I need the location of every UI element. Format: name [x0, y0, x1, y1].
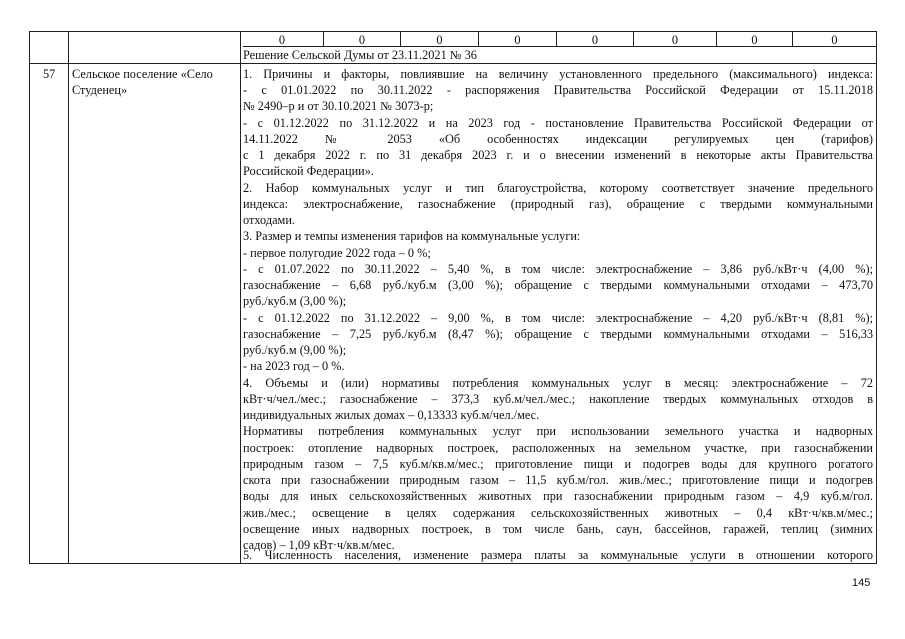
text-line: - первое полугодие 2022 года – 0 %; [243, 246, 431, 260]
text-line: построек: отопление надворных построек, расположенных на земельном участке, при газоснабжении [243, 441, 873, 455]
text-line: индекса: электроснабжение, газоснабжение (природный газ), обращение с твердыми коммунальными [243, 197, 873, 211]
text-line: воды для иных сельскохозяйственных животных при газоснабжении природным газом – 4,9 куб.м/гол. [243, 489, 873, 503]
text-line: газоснабжение – 7,25 руб./куб.м (8,47 %); обращение с твердыми коммунальными отходами – 516,33 [243, 327, 873, 341]
text-line: садов) – 1,09 кВт·ч/кв.м/мес. [243, 538, 395, 552]
text-line: руб./куб.м (3,00 %); [243, 294, 347, 308]
row-number: 57 [43, 67, 56, 81]
text-line: Российской Федерации». [243, 164, 374, 178]
zero-cell: 0 [436, 33, 443, 47]
text-line: - с 01.07.2022 по 30.11.2022 – 5,40 %, в том числе: электроснабжение – 3,86 руб./кВт·ч (4,00 %); [243, 262, 873, 276]
table-top-border [29, 31, 877, 32]
zero-cell: 0 [278, 33, 286, 47]
text-line: 4. Объемы и (или) нормативы потребления коммунальных услуг в месяц: электроснабжение – 72 [243, 376, 873, 390]
text-line: газоснабжение – 6,68 руб./куб.м (3,00 %); обращение с твердыми коммунальными отходами – 473,70 [243, 278, 873, 292]
column-border-number [68, 31, 69, 564]
text-line: Нормативы потребления коммунальных услуг при использовании земельного участка и надворных [243, 424, 873, 438]
column-border-settlement [240, 31, 241, 564]
text-line: жив./мес.; освещение в целях содержания сельскохозяйственных животных – 0,4 кВт·ч/кв.м/мес.; [243, 506, 873, 520]
zero-cell: 0 [751, 33, 758, 47]
text-line: - с 01.01.2022 по 30.11.2022 - распоряжения Правительства Российской Федерации от 15.11.2018 [243, 83, 873, 97]
text-line: освещение иных надворных построек, в том числе бань, саун, бассейнов, гаражей, теплиц (зимних [243, 522, 873, 536]
text-line: - на 2023 год – 0 %. [243, 359, 345, 373]
zero-cell: 0 [591, 33, 599, 47]
text-line: скота при газоснабжении природным газом – 11,5 куб.м/гол. жив./мес.; приготовление пищи и подогрев [243, 473, 873, 487]
zero-cell: 0 [671, 33, 679, 47]
text-line: отходами. [243, 213, 295, 227]
text-line: 14.11.2022 № 2053 «Об особенностях индексации регулируемых цен (тарифов) [243, 132, 873, 146]
settlement-name-line: Сельское поселение «Село [72, 67, 213, 81]
decision-reference: Решение Сельской Думы от 23.11.2021 № 36 [243, 48, 477, 62]
text-line: 5. Численность населения, изменение размера платы за коммунальные услуги в отношении которого [243, 548, 873, 562]
text-line: № 2490–р и от 30.10.2021 № 3073-р; [243, 99, 434, 113]
zero-cell: 0 [831, 33, 838, 47]
column-border-left [29, 31, 30, 564]
text-line: природным газом – 7,5 куб.м/кв.м/мес.; приготовление пищи и подогрев воды для крупного рогатого [243, 457, 873, 471]
page-number: 145 [852, 577, 871, 589]
text-line: руб./куб.м (9,00 %); [243, 343, 347, 357]
text-line: индивидуальных жилых домах – 0,13333 куб.м/чел./мес. [243, 408, 540, 422]
zero-cell: 0 [514, 33, 521, 47]
text-line: - с 01.12.2022 по 31.12.2022 и на 2023 год - постановление Правительства Российской Федерации от [243, 116, 873, 130]
text-line: с 1 декабря 2022 г. по 31 декабря 2023 г. и о внесении изменений в некоторые акты Правительства [243, 148, 873, 162]
text-line: 1. Причины и факторы, повлиявшие на величину установленного предельного (максимального) индекса: [243, 67, 873, 81]
text-line: кВт·ч/чел./мес.; газоснабжение – 373,3 куб.м/чел./мес.; накопление твердых коммунальных отходов в [243, 392, 873, 406]
text-line: 2. Набор коммунальных услуг и тип благоустройства, которому соответствует значение предельного [243, 181, 873, 195]
text-line: 3. Размер и темпы изменения тарифов на коммунальные услуги: [243, 229, 581, 243]
column-border-right [876, 31, 877, 564]
text-line: - с 01.12.2022 по 31.12.2022 – 9,00 %, в том числе: электроснабжение – 4,20 руб./кВт·ч (8,81 %); [243, 311, 873, 325]
zero-cell: 0 [358, 33, 366, 47]
settlement-name-line: Студенец» [72, 83, 128, 97]
